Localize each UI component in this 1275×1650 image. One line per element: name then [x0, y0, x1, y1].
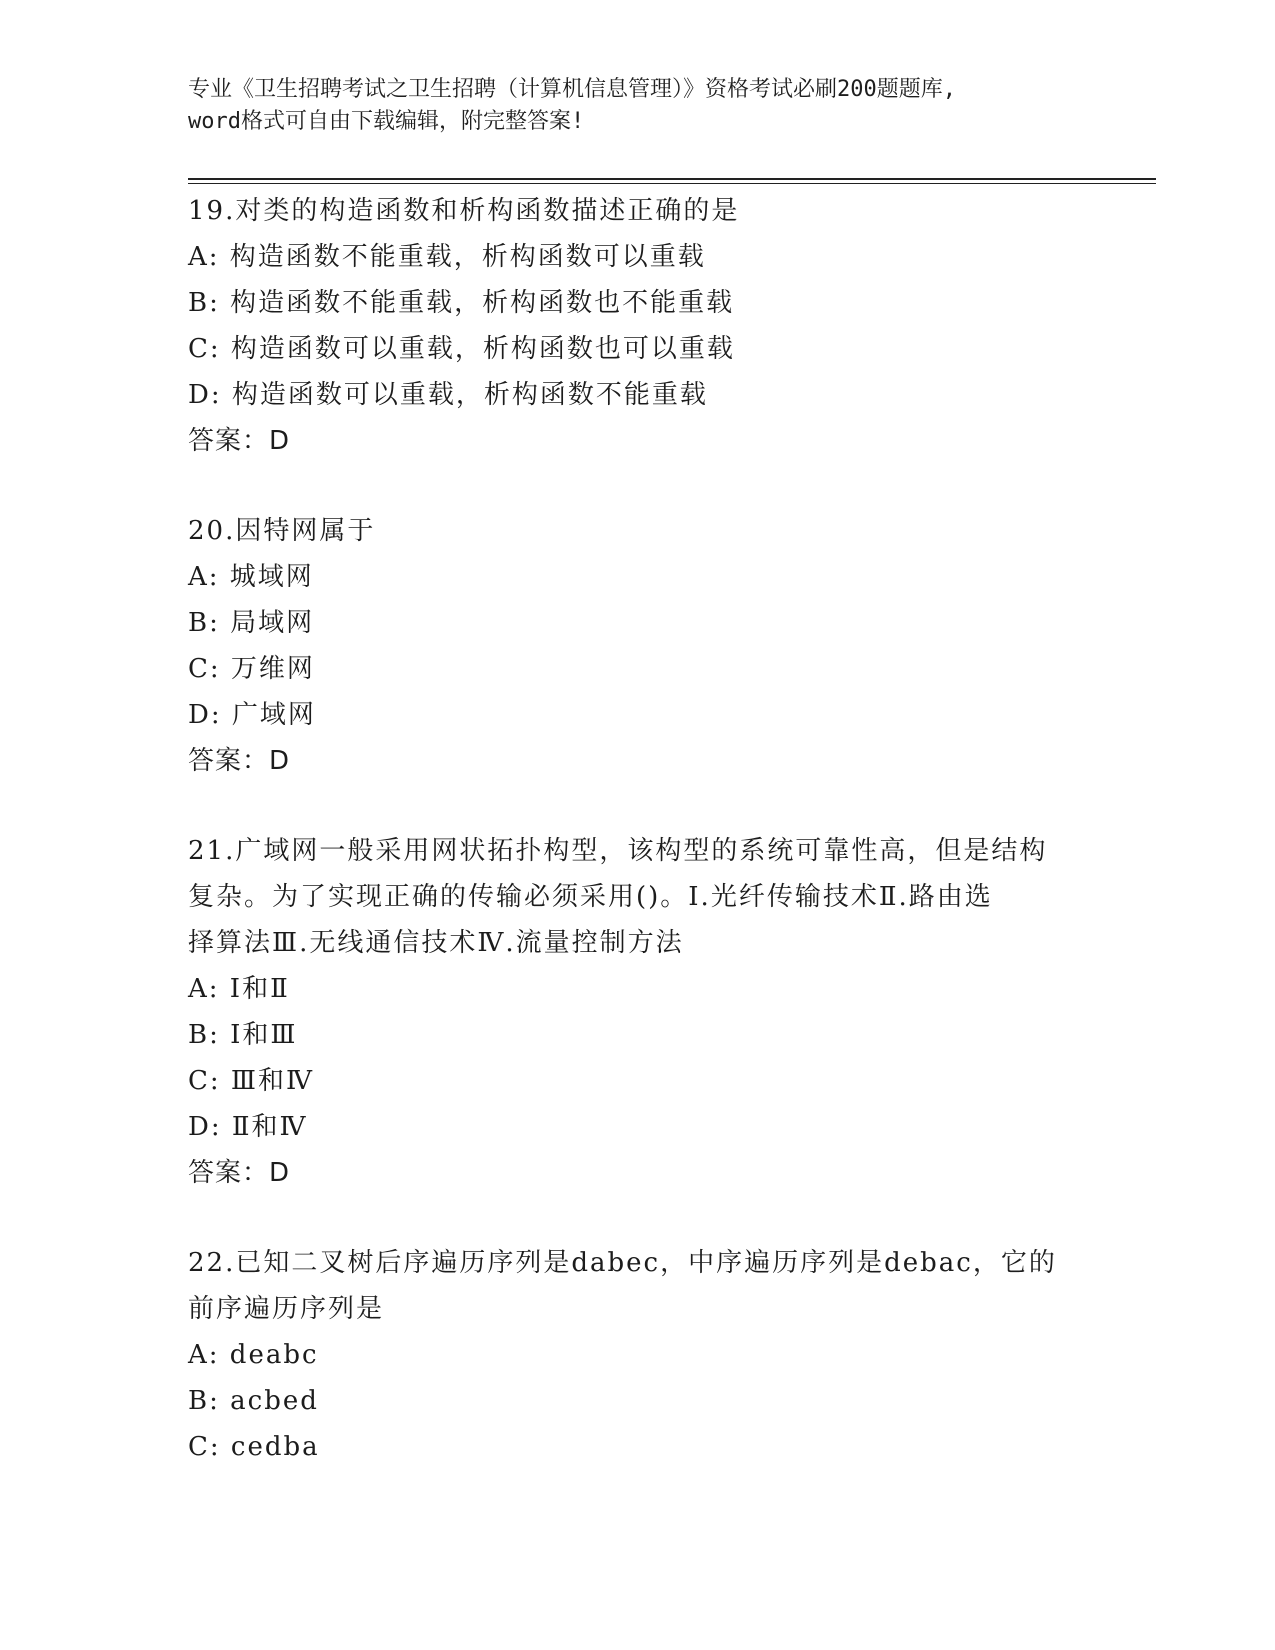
question-22 [188, 1240, 1088, 1470]
option-c: C: cedba [188, 1432, 320, 1462]
question-21 [188, 828, 1088, 1196]
header-divider-thin [188, 183, 1156, 184]
question-stem: 19.对类的构造函数和析构函数描述正确的是 [188, 196, 740, 226]
question-stem-line-3: 择算法Ⅲ.无线通信技术Ⅳ.流量控制方法 [188, 928, 684, 958]
option-d: D: Ⅱ和Ⅳ [188, 1112, 308, 1142]
question-20 [188, 508, 1088, 784]
option-a: A: deabc [188, 1340, 319, 1370]
option-c: C: 万维网 [188, 654, 315, 684]
option-b: B: 构造函数不能重载，析构函数也不能重载 [188, 288, 735, 318]
header-divider-thick [188, 178, 1156, 180]
option-c: C: 构造函数可以重载，析构函数也可以重载 [188, 334, 735, 364]
question-stem-line-2: 复杂。为了实现正确的传输必须采用()。Ⅰ.光纤传输技术Ⅱ.路由选 [188, 882, 993, 912]
option-a: A: Ⅰ和Ⅱ [188, 974, 290, 1004]
answer-line: 答案：D [188, 1158, 291, 1188]
option-d: D: 广域网 [188, 700, 316, 730]
answer-line: 答案：D [188, 426, 291, 456]
question-list [188, 188, 1088, 1470]
option-a: A: 城域网 [188, 562, 314, 592]
header-title-line-2: word格式可自由下载编辑，附完整答案! [188, 109, 585, 134]
option-a: A: 构造函数不能重载，析构函数可以重载 [188, 242, 706, 272]
question-stem-line-2: 前序遍历序列是 [188, 1294, 385, 1324]
question-gap [188, 784, 1088, 828]
question-stem-line-1: 21.广域网一般采用网状拓扑构型，该构型的系统可靠性高，但是结构 [188, 836, 1048, 866]
option-b: B: 局域网 [188, 608, 315, 638]
question-gap [188, 1196, 1088, 1240]
option-b: B: acbed [188, 1386, 319, 1416]
question-stem: 20.因特网属于 [188, 516, 376, 546]
option-c: C: Ⅲ和Ⅳ [188, 1066, 314, 1096]
answer-line: 答案：D [188, 746, 291, 776]
option-d: D: 构造函数可以重载，析构函数不能重载 [188, 380, 708, 410]
header-title-line-1: 专业《卫生招聘考试之卫生招聘（计算机信息管理）》资格考试必刷200题题库, [188, 77, 956, 102]
question-gap [188, 464, 1088, 508]
question-19 [188, 188, 1088, 464]
question-stem-line-1: 22.已知二叉树后序遍历序列是dabec，中序遍历序列是debac，它的 [188, 1248, 1057, 1278]
document-header [188, 74, 1088, 138]
option-b: B: Ⅰ和Ⅲ [188, 1020, 298, 1050]
